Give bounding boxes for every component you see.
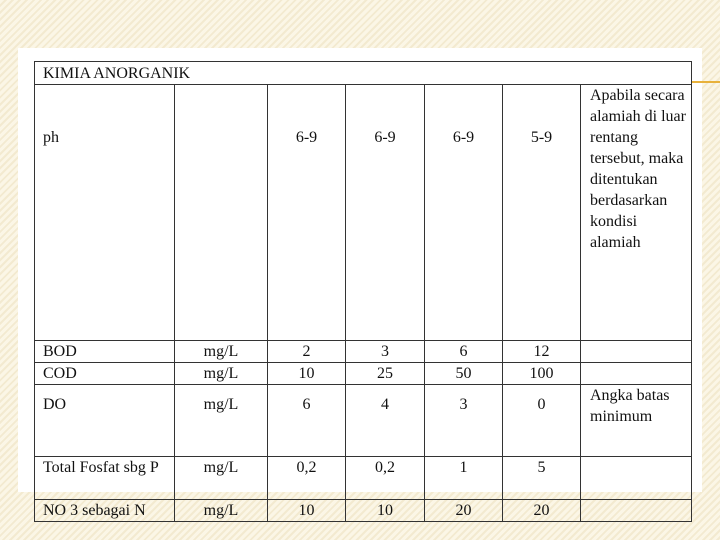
- table-row: [35, 457, 692, 500]
- value-cell: 6-9: [425, 85, 503, 341]
- note-cell: [581, 341, 692, 363]
- table-row: [35, 363, 692, 385]
- note-cell: [581, 363, 692, 385]
- value-cell: 5-9: [503, 85, 581, 341]
- note-cell: Apabila secara alamiah di luar rentang tersebut, maka ditentukan berdasarkan kondisi alamiah: [581, 85, 692, 341]
- param-cell: Total Fosfat sbg P: [35, 457, 175, 500]
- note-cell: [581, 500, 692, 522]
- value-cell: 5: [503, 457, 581, 500]
- table-row: [35, 85, 692, 341]
- value-cell: 50: [425, 363, 503, 385]
- value-cell: 100: [503, 363, 581, 385]
- accent-line: [692, 81, 720, 83]
- water-quality-table: [34, 61, 692, 522]
- value-cell: 10: [346, 500, 425, 522]
- table-title: KIMIA ANORGANIK: [35, 62, 692, 85]
- value-cell: 0,2: [346, 457, 425, 500]
- value-cell: 6: [268, 385, 346, 457]
- value-cell: 25: [346, 363, 425, 385]
- value-cell: 20: [503, 500, 581, 522]
- value-cell: 20: [425, 500, 503, 522]
- unit-cell: [175, 85, 268, 341]
- param-cell: COD: [35, 363, 175, 385]
- table-title-row: [35, 62, 692, 85]
- value-cell: 0: [503, 385, 581, 457]
- value-cell: 12: [503, 341, 581, 363]
- value-cell: 4: [346, 385, 425, 457]
- table-row: [35, 341, 692, 363]
- value-cell: 10: [268, 500, 346, 522]
- param-cell: BOD: [35, 341, 175, 363]
- unit-cell: mg/L: [175, 341, 268, 363]
- value-cell: 3: [425, 385, 503, 457]
- value-cell: 6-9: [346, 85, 425, 341]
- unit-cell: mg/L: [175, 363, 268, 385]
- unit-cell: mg/L: [175, 385, 268, 457]
- param-cell: ph: [35, 85, 175, 341]
- note-cell: Angka batas minimum: [581, 385, 692, 457]
- value-cell: 6-9: [268, 85, 346, 341]
- value-cell: 0,2: [268, 457, 346, 500]
- value-cell: 1: [425, 457, 503, 500]
- param-cell: NO 3 sebagai N: [35, 500, 175, 522]
- unit-cell: mg/L: [175, 457, 268, 500]
- value-cell: 6: [425, 341, 503, 363]
- value-cell: 10: [268, 363, 346, 385]
- param-cell: DO: [35, 385, 175, 457]
- table-row: [35, 385, 692, 457]
- value-cell: 3: [346, 341, 425, 363]
- table-row: [35, 500, 692, 522]
- unit-cell: mg/L: [175, 500, 268, 522]
- note-cell: [581, 457, 692, 500]
- value-cell: 2: [268, 341, 346, 363]
